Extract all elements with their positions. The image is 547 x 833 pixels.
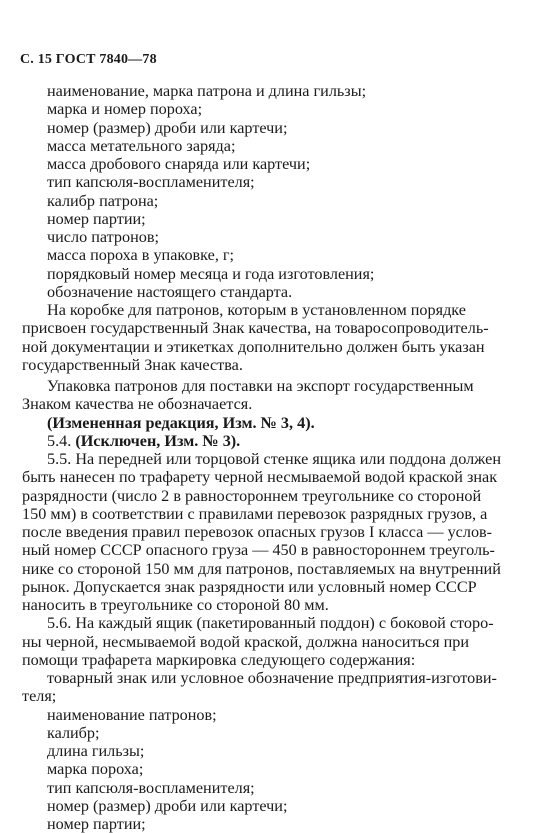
item-5-4 <box>0 432 547 450</box>
list-item: тип капсюля-воспламенителя; <box>0 779 547 797</box>
paragraph-line: разрядности (число 2 в равностороннем треугольнике со стороной <box>0 487 547 505</box>
list-item: наименование патронов; <box>0 706 547 724</box>
list-item: масса пороха в упаковке, г; <box>0 246 547 264</box>
paragraph-line: теля; <box>0 687 547 705</box>
item-5-6-paragraph <box>0 614 547 705</box>
paragraph-line: присвоен государственный Знак качества, на товаросопроводитель- <box>0 319 547 337</box>
paragraph-line: наносить в треугольнике со стороной 80 мм. <box>0 596 547 614</box>
paragraph-line: быть нанесен по трафарету черной несмываемой водой краской знак <box>0 468 547 486</box>
paragraph-line: Знаком качества не обозначается. <box>0 395 547 413</box>
list-item: номер (размер) дроби или картечи; <box>0 119 547 137</box>
list-item: номер партии; <box>0 815 547 833</box>
list-item: марка и номер пороха; <box>0 100 547 118</box>
paragraph-line: после введения правил перевозок опасных грузов I класса — услов- <box>0 523 547 541</box>
list-item: номер партии; <box>0 210 547 228</box>
list-item: порядковый номер месяца и года изготовления; <box>0 265 547 283</box>
paragraph-line: государственный Знак качества. <box>0 356 547 374</box>
paragraph-line: нике со стороной 150 мм для патронов, поставляемых на внутренний <box>0 560 547 578</box>
list-item: тип капсюля-воспламенителя; <box>0 173 547 191</box>
list-item: обозначение настоящего стандарта. <box>0 283 547 301</box>
list-item: калибр патрона; <box>0 192 547 210</box>
amendment-note: (Исключен, Изм. № 3). <box>75 432 240 450</box>
list-item: масса дробового снаряда или картечи; <box>0 155 547 173</box>
paragraph-line: 5.6. На каждый ящик (пакетированный поддон) с боковой сторо- <box>0 614 547 632</box>
running-header: С. 15 ГОСТ 7840—78 <box>20 52 157 68</box>
paragraph-line: ный номер СССР опасного груза — 450 в равностороннем треуголь- <box>0 541 547 559</box>
list-item: длина гильзы; <box>0 742 547 760</box>
paragraph-line: помощи трафарета маркировка следующего содержания: <box>0 651 547 669</box>
paragraph-line: рынок. Допускается знак разрядности или условный номер СССР <box>0 578 547 596</box>
amendment-note: (Измененная редакция, Изм. № 3, 4). <box>0 414 547 432</box>
box-marking-list <box>0 706 547 833</box>
list-item: число патронов; <box>0 228 547 246</box>
document-body <box>0 82 547 833</box>
paragraph-line: товарный знак или условное обозначение предприятия-изготови- <box>0 669 547 687</box>
paragraph-line: 150 мм) в соответствии с правилами перевозок разрядных грузов, а <box>0 505 547 523</box>
list-item: номер (размер) дроби или картечи; <box>0 797 547 815</box>
paragraph-line: ны черной, несмываемой водой краской, должна наноситься при <box>0 633 547 651</box>
paragraph-line: Упаковка патронов для поставки на экспорт государственным <box>0 377 547 395</box>
paragraph-line: ной документации и этикетках дополнительно должен быть указан <box>0 338 547 356</box>
item-number: 5.4. <box>47 432 71 450</box>
list-item: калибр; <box>0 724 547 742</box>
paragraph-line: 5.5. На передней или торцовой стенке ящика или поддона должен <box>0 450 547 468</box>
export-paragraph <box>0 377 547 414</box>
paragraph-line: На коробке для патронов, которым в установленном порядке <box>0 301 547 319</box>
item-5-5-paragraph <box>0 450 547 614</box>
marking-list-box <box>0 82 547 301</box>
list-item: марка пороха; <box>0 760 547 778</box>
quality-mark-paragraph <box>0 301 547 374</box>
list-item: масса метательного заряда; <box>0 137 547 155</box>
list-item: наименование, марка патрона и длина гильзы; <box>0 82 547 100</box>
